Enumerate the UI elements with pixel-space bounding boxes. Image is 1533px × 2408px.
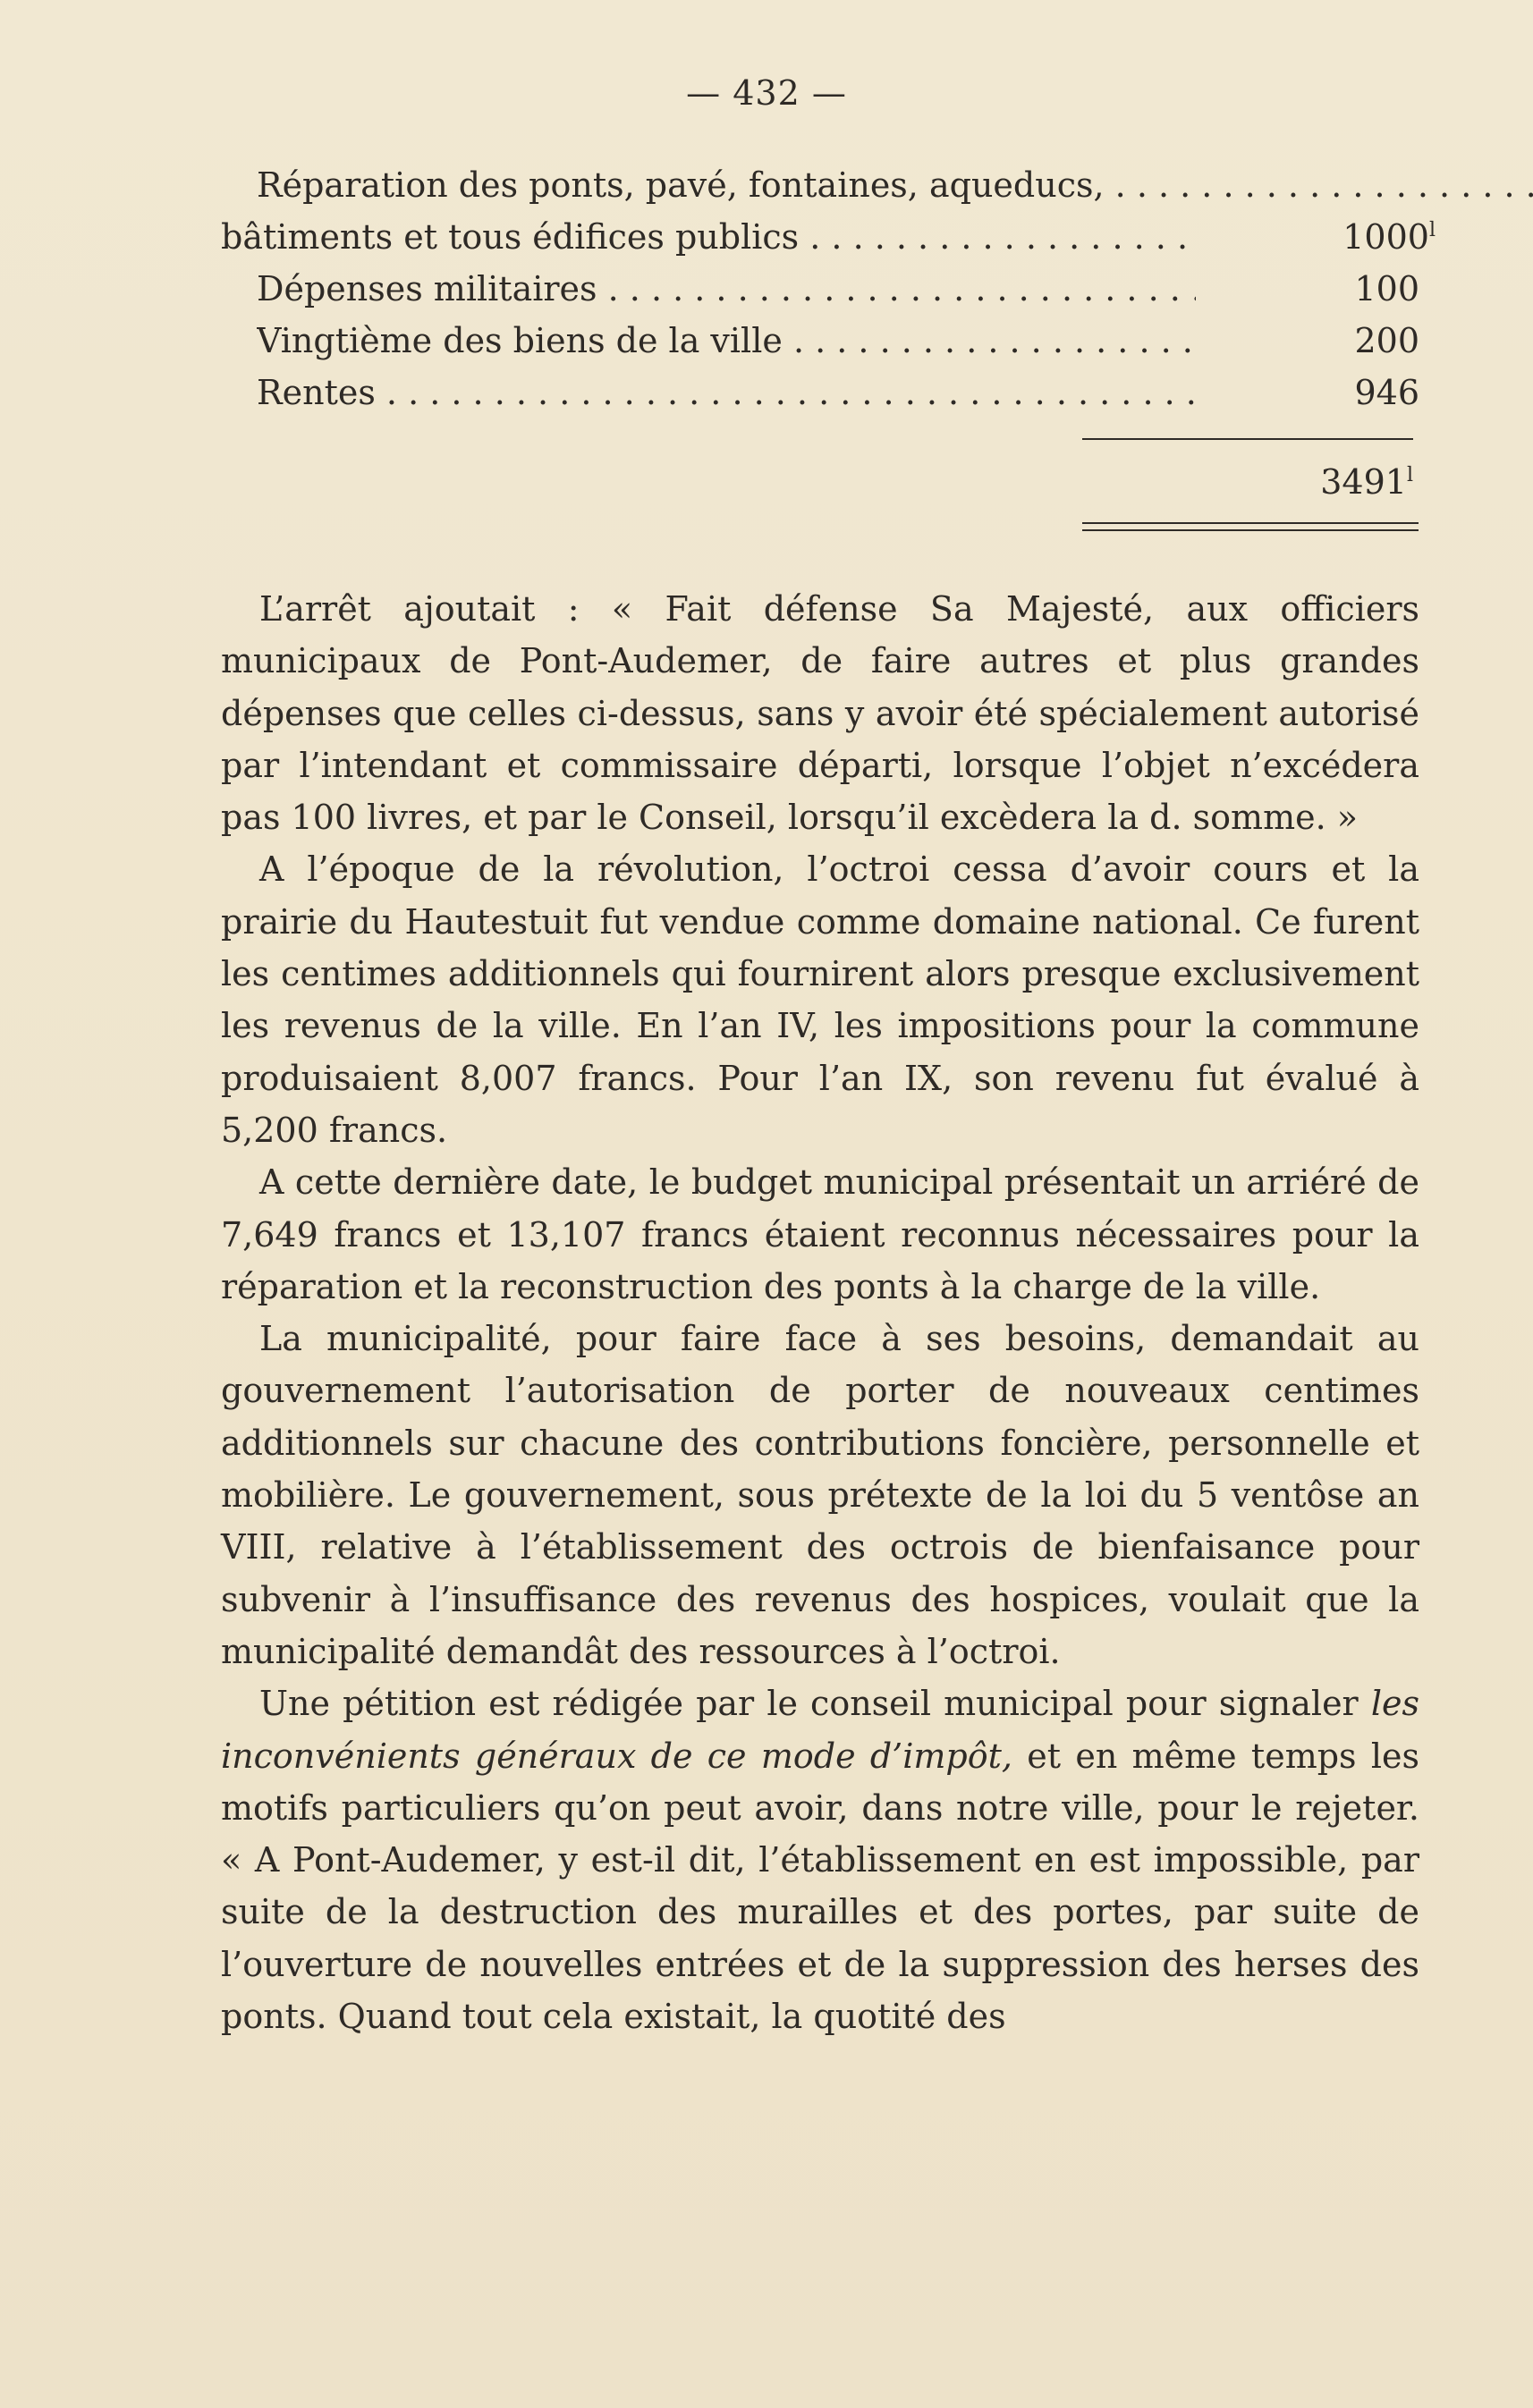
paragraph: Une pétition est rédigée par le conseil municipal pour signaler les inconvénients généraux de ce mode d’impôt, et en même temps les motifs particuliers qu’on peut avoir, dans notre ville, pour le rejeter. « A Pont-Audemer, y est-il dit, l’établissement en est impossible, par suite de la destruction des murailles et des portes, par suite de l’ouverture de nouvelles entrées et de la suppression des herses des ponts. Quand tout cela existait, la quotité des bbox=[221, 1684, 1419, 2037]
ledger-amount: 1000$^l$ bbox=[1342, 217, 1436, 257]
paragraph: A l’époque de la révolution, l’octroi cessa d’avoir cours et la prairie du Hautestuit fut vendue comme domaine national. Ce furent les centimes additionnels qui fournirent alors presque exclusivement les revenus de la ville. En l’an IV, les impositions pour la commune produisaient 8,007 francs. Pour l’an IX, son revenu fut évalué à 5,200 francs. bbox=[221, 849, 1419, 1150]
ledger-label: Vingtième des biens de la ville . . . bbox=[257, 315, 1196, 367]
ledger-row-rentes bbox=[221, 367, 1419, 418]
paragraph: A cette dernière date, le budget municipal présentait un arriéré de 7,649 francs et 13,107 francs étaient reconnus nécessaires pour la réparation et la reconstruction des ponts à la charge de la ville. bbox=[221, 1162, 1419, 1306]
sum-rule bbox=[1082, 438, 1413, 440]
ledger-label: Rentes . . . bbox=[257, 367, 1196, 418]
ledger-label: Réparation des ponts, pavé, fontaines, aqueducs, . . . bbox=[257, 159, 1196, 211]
ledger-label: Dépenses militaires . . . bbox=[257, 263, 1196, 315]
page-number: — 432 — bbox=[686, 73, 847, 113]
paragraph: L’arrêt ajoutait : « Fait défense Sa Majesté, aux officiers municipaux de Pont-Audemer, de faire autres et plus grandes dépenses que celles ci-dessus, sans y avoir été spécialement autorisé par l’intendant et commissaire départi, lorsque l’objet n’excédera pas 100 livres, et par le Conseil, lorsqu’il excèdera la d. somme. » bbox=[221, 589, 1419, 838]
ledger-row-buildings bbox=[221, 211, 1436, 263]
ledger-row-heading bbox=[221, 159, 1419, 211]
ledger-amount: 946 bbox=[1354, 373, 1419, 412]
ledger-amount: 100 bbox=[1354, 269, 1419, 308]
paragraph: La municipalité, pour faire face à ses besoins, demandait au gouvernement l’autorisation de porter de nouveaux centimes additionnels sur chacune des contributions foncière, personnelle et mobilière. Le gouvernement, sous prétexte de la loi du 5 ventôse an VIII, relative à l’établissement des octrois de bienfaisance pour subvenir à l’insuffisance des revenus des hospices, voulait que la municipalité demandât des ressources à l’octroi. bbox=[221, 1319, 1419, 1671]
expense-ledger bbox=[221, 159, 1436, 418]
ledger-label: bâtiments et tous édifices publics . . . bbox=[221, 211, 1196, 263]
ledger-row-vingtieme bbox=[221, 315, 1419, 367]
ledger-amount: 200 bbox=[1354, 321, 1419, 360]
total-double-rule bbox=[1082, 522, 1419, 531]
ledger-total: 3491$^l$ bbox=[1320, 462, 1413, 502]
italic-phrase: les inconvénients généraux de ce mode d’impôt, bbox=[221, 1684, 1419, 1776]
body-text bbox=[221, 583, 1419, 2042]
ledger-row-military bbox=[221, 263, 1419, 315]
